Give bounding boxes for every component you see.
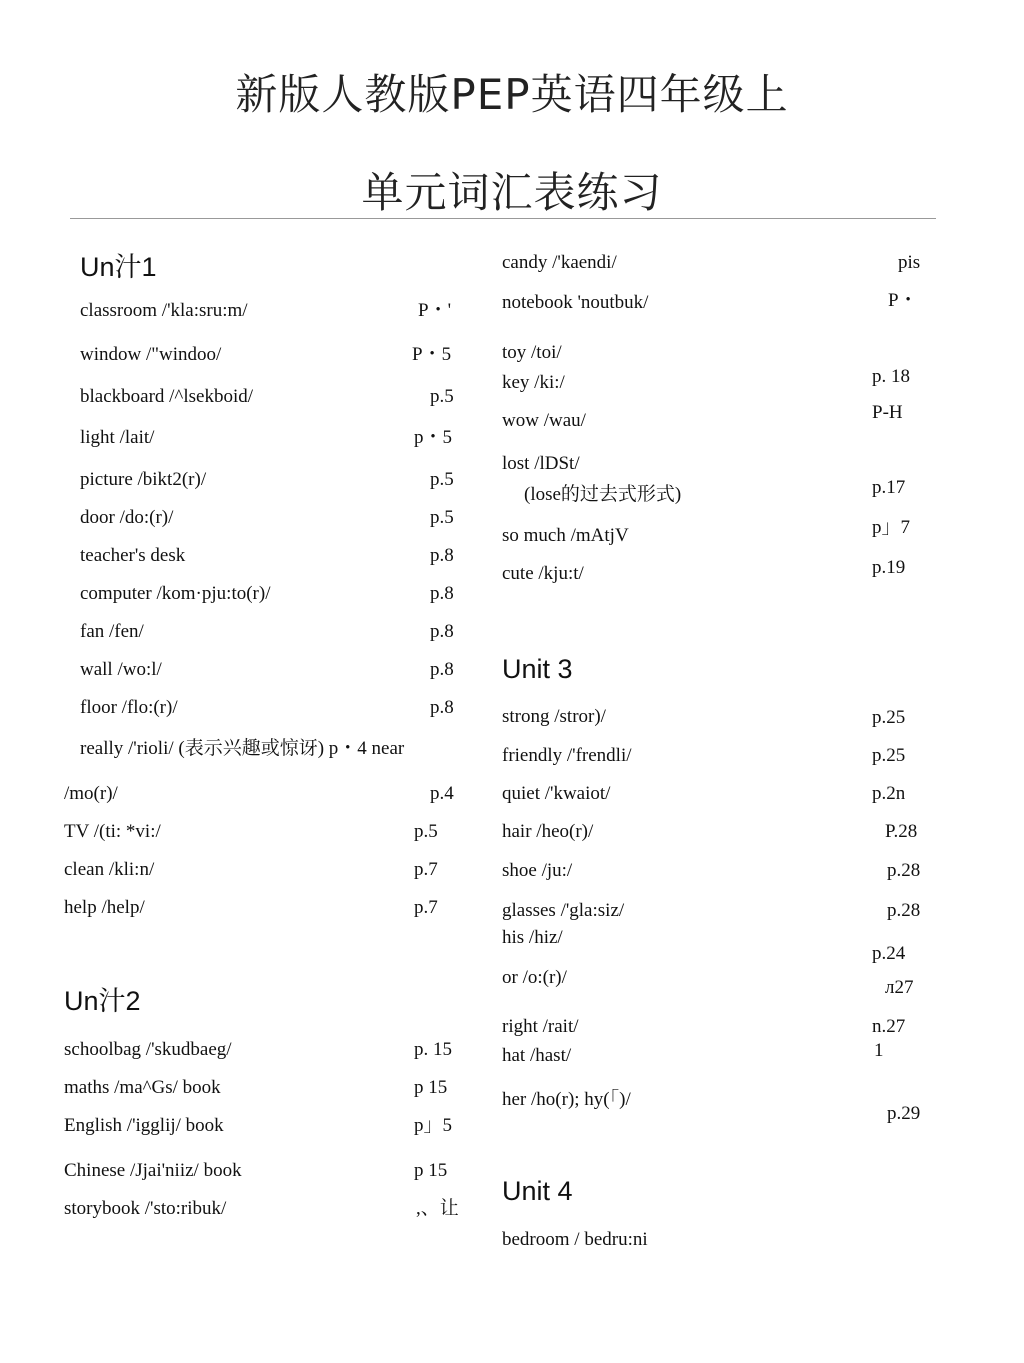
vocab-word: picture /bikt2(r)/ — [80, 469, 207, 490]
page-subtitle: 单元词汇表练习 — [361, 168, 663, 217]
vocab-word: hair /heo(r)/ — [502, 821, 594, 842]
vocab-word: help /help/ — [64, 897, 145, 918]
unit-3-heading: Unit 3 — [502, 654, 573, 684]
vocab-page: p.4 — [430, 783, 454, 804]
unit-4-heading: Unit 4 — [502, 1176, 573, 1206]
vocab-word: classroom /'kla:sru:m/ — [80, 300, 248, 321]
vocab-word: teacher's desk — [80, 545, 186, 566]
vocab-word: key /ki:/ — [502, 372, 565, 393]
vocab-word: strong /stror)/ — [502, 706, 606, 727]
vocab-word: his /hiz/ — [502, 927, 563, 948]
vocab-word: candy /'kaendi/ — [502, 252, 617, 273]
vocab-page: p.17 — [872, 477, 906, 498]
vocab-page: P・ — [888, 290, 918, 311]
vocab-word: really /'rioli/ (表示兴趣或惊讶) p・4 near — [80, 738, 405, 759]
unit-2-heading: Un汁2 — [64, 986, 141, 1016]
vocab-page: p.5 — [430, 507, 454, 528]
vocab-page: P・5 — [412, 344, 452, 365]
vocab-page: p.29 — [887, 1103, 921, 1124]
vocab-page: p.5 — [430, 386, 454, 407]
vocab-word: her /ho(r); hy(「)/ — [502, 1089, 631, 1110]
vocab-word: shoe /ju:/ — [502, 860, 573, 881]
vocab-page: p.8 — [430, 697, 454, 718]
vocab-page: p 15 — [414, 1160, 448, 1181]
vocab-word: quiet /'kwaiot/ — [502, 783, 611, 804]
vocab-page: P-H — [872, 402, 903, 423]
vocab-word: friendly /'frendli/ — [502, 745, 632, 766]
vocab-page: p.8 — [430, 621, 454, 642]
vocab-page: p.7 — [414, 859, 438, 880]
vocab-word: right /rait/ — [502, 1016, 579, 1037]
vocab-word: wow /wau/ — [502, 410, 586, 431]
vocab-page: p.7 — [414, 897, 438, 918]
vocab-word: lost /lDSt/ — [502, 453, 580, 474]
vocab-page: p.8 — [430, 583, 454, 604]
vocab-word: TV /(ti: *vi:/ — [64, 821, 161, 842]
vocab-page: p.28 — [887, 860, 921, 881]
vocab-word: schoolbag /'skudbaeg/ — [64, 1039, 232, 1060]
vocab-page: pis — [898, 252, 921, 273]
vocab-word: toy /toi/ — [502, 342, 562, 363]
vocab-page: p」7 — [872, 517, 911, 538]
vocab-page: p.28 — [887, 900, 921, 921]
vocab-page: p.2n — [872, 783, 906, 804]
vocab-page: p 15 — [414, 1077, 448, 1098]
vocab-page: p.25 — [872, 745, 906, 766]
vocab-page: p」5 — [414, 1115, 453, 1136]
vocab-word: wall /wo:l/ — [80, 659, 162, 680]
vocab-word: clean /kli:n/ — [64, 859, 155, 880]
vocab-word: light /lait/ — [80, 427, 155, 448]
page-title: 新版人教版PEP英语四年级上 — [235, 70, 789, 119]
unit-1-heading: Un汁1 — [80, 252, 157, 282]
vocab-word: cute /kju:t/ — [502, 563, 584, 584]
vocab-page: p.8 — [430, 659, 454, 680]
vocab-page: P・' — [418, 300, 451, 321]
vocab-word: so much /mAtjV — [502, 525, 629, 546]
vocab-page: p.19 — [872, 557, 906, 578]
title-divider — [70, 218, 936, 219]
vocab-word: fan /fen/ — [80, 621, 144, 642]
vocab-page: p.5 — [414, 821, 438, 842]
vocab-word: computer /kom·pju:to(r)/ — [80, 583, 271, 604]
vocab-word: bedroom / bedru:ni — [502, 1229, 648, 1250]
vocab-word: /mo(r)/ — [64, 783, 118, 804]
vocab-word: maths /ma^Gs/ book — [64, 1077, 221, 1098]
vocab-page: p.25 — [872, 707, 906, 728]
vocab-word: or /o:(r)/ — [502, 967, 567, 988]
vocab-word: notebook 'noutbuk/ — [502, 292, 649, 313]
vocab-word: window /"windoo/ — [80, 344, 222, 365]
vocab-word: glasses /'gla:siz/ — [502, 900, 625, 921]
vocab-word: hat /hast/ — [502, 1045, 572, 1066]
vocab-page: p. 15 — [414, 1039, 452, 1060]
vocab-word: English /'igglij/ book — [64, 1115, 224, 1136]
vocab-note: (lose的过去式形式) — [524, 484, 682, 505]
vocab-page: n.27 — [872, 1016, 906, 1037]
vocab-page: p. 18 — [872, 366, 910, 387]
vocab-page: p・5 — [414, 427, 453, 448]
vocab-word: blackboard /^lsekboid/ — [80, 386, 254, 407]
vocab-page: P.28 — [885, 821, 918, 842]
vocab-word: door /do:(r)/ — [80, 507, 174, 528]
vocab-page: p.5 — [430, 469, 454, 490]
vocab-word: floor /flo:(r)/ — [80, 697, 178, 718]
vocab-page: л27 — [885, 977, 914, 998]
vocab-page: 1 — [874, 1040, 884, 1061]
vocab-page: ,、让 — [416, 1198, 459, 1219]
vocab-page: p.8 — [430, 545, 454, 566]
vocab-page: p.24 — [872, 943, 906, 964]
vocab-word: storybook /'sto:ribuk/ — [64, 1198, 227, 1219]
vocab-word: Chinese /Jjai'niiz/ book — [64, 1160, 242, 1181]
